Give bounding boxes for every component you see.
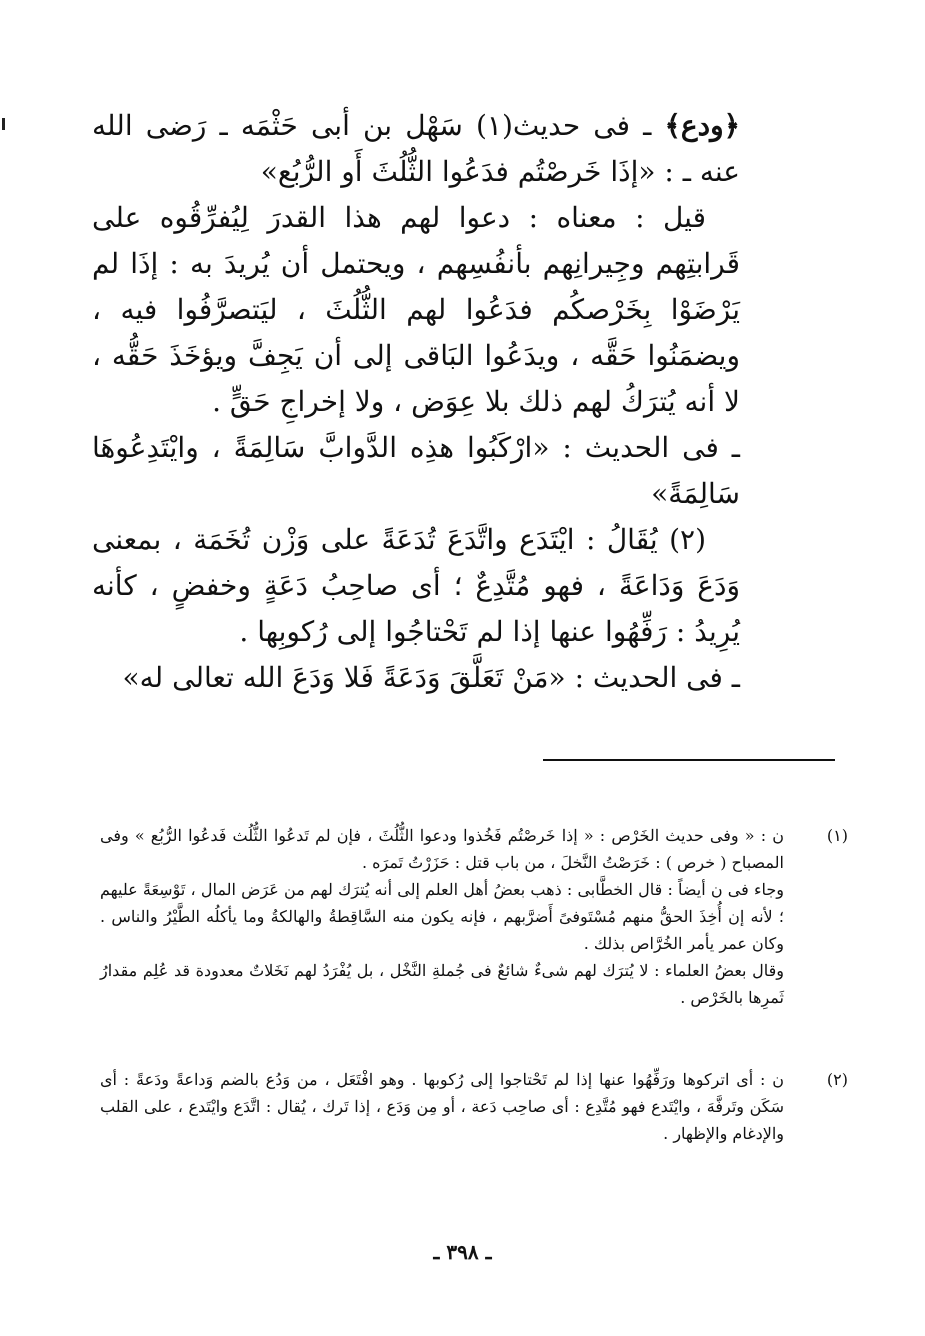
footnote-2-number: (٢) <box>826 1070 848 1089</box>
entry-paragraph-4: (٢) يُقَالُ : ايْتَدَع واتَّدَعَ تُدَعَةً على وَزْن تُخَمَة ، بمعنى وَدَعَ وَدَاعَةً ، فهو مُتَّدِعٌ ؛ أى صاحِبُ دَعَةٍ وخفضٍ ، كأنه يُرِيدُ : رَفِّهُوا عنها إذا لم تَحْتاجُوا إلى رُكوبِها . <box>92 523 740 648</box>
entry-paragraph-1-text: ـ فى حديث(١) سَهْل بن أبى حَثْمَه ـ رَضى الله عنه ـ : «إذَا خَرصْتُم فدَعُوا الثُّلُثَ أَو الرُّبُع» <box>92 109 740 188</box>
footnote-1-line: وقال بعضُ العلماء : لا يُترَك لهم شىءٌ شائعٌ فى جُملةِ النَّخْل ، بل يُفْرَدُ لهم نَخَلاتٌ معدودة قد عُلِم مقدارُ ثَمرِها بالخَرْص . <box>100 961 784 1007</box>
footnote-1-number: (١) <box>826 826 848 845</box>
footnote-1 <box>100 822 784 1011</box>
footnote-1-line: وجاء فى ن أيضاً : قال الخطَّابى : ذهب بعضُ أهل العلم إلى أنه يُترَك لهم من عَرَض المال ، تَوْسِعَةً عليهم ؛ لأنه إن أُخِذَ الحقُّ منهم مُسْتَوفىً أَضرَّبهم ، فإنه يكون منه السَّاقِطةُ والهالكةُ وما يأكلُه الطَّيْرُ والناس . وكان عمر يأمر الخُرَّاص بذلك . <box>100 880 784 953</box>
footnote-2-line: ن : أى اتركوها ورَفِّهُوا عنها إذا لم تَحْتاجوا إلى رُكوبها . وهو افْتَعَل ، من وَدُع بالضم وَداعةً ودَعةً : أى سَكَن وتَرفَّهَ ، وايْتَدع فهو مُتَّدِع : أى صاحِب دَعة ، أو مِن وَدَع ، إذا تَرك ، يُقال : اتَّدَع وايْتَدع ، على القلب والإدغام والإظهار . <box>100 1070 784 1143</box>
footnote-2 <box>100 1066 784 1147</box>
entry-headword: ﴿ودع﴾ <box>664 109 741 142</box>
main-text <box>92 103 740 701</box>
entry-paragraph-3: ـ فى الحديث : «ارْكَبُوا هذِه الدَّوابَّ سَالِمَةً ، وايْتَدِعُوهَا سَالِمَةً» <box>92 431 740 510</box>
entry-paragraph-5: ـ فى الحديث : «مَنْ تَعَلَّقَ وَدَعَةً فَلا وَدَعَ الله تعالى له» <box>122 661 740 694</box>
footnote-1-line: ن : « وفى حديث الخَرْص : « إذا خَرصْتُم فَخُذوا ودعوا الثُّلُثَ ، فإن لم تَدعُوا الثُّلُث فَدعُوا الرُّبُع » وفى المصباح ( خرص ) : خَرَصْتُ النَّخلَ ، من باب قتل : حَزَرْتُ تَمرَه . <box>100 826 784 872</box>
entry-paragraph-2: قيل : معناه : دعوا لهم هذا القدرَ لِيُفرِّقُوه على قَرابتِهم وجِيرانِهم بأنفُسِهم ، ويحتمل أن يُريدَ به : إذَا لم يَرْضَوْا بِخَرْصكُم فدَعُوا لهم الثُّلُثَ ، ليَتصرَّفُوا فيه ، ويضمَنُوا حَقَّه ، ويدَعُوا البَاقى إلى أن يَجِفَّ ويؤخَذَ حَقُّه ، لا أنه يُترَكُ لهم ذلك بلا عِوَض ، ولا إخراجِ حَقٍّ . <box>92 201 740 418</box>
page-number: ـ ٣٩٨ ـ <box>433 1240 492 1264</box>
entry-paragraph-1 <box>92 103 740 195</box>
footnote-divider <box>543 759 835 761</box>
margin-mark <box>2 118 5 130</box>
